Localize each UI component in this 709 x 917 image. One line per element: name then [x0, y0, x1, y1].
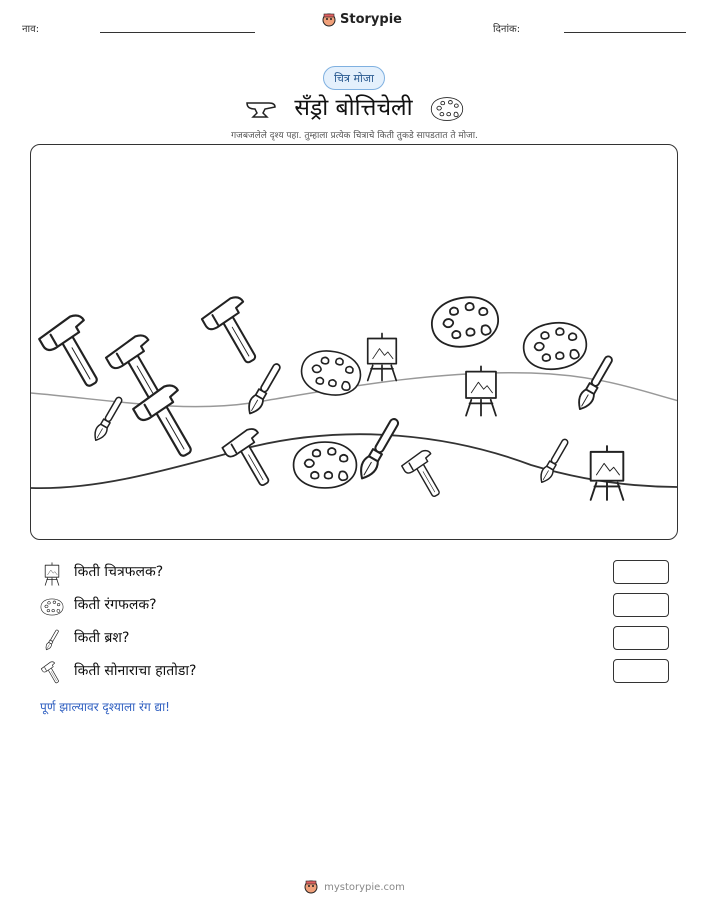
answer-box-brush[interactable] — [613, 626, 669, 650]
brush-icon — [36, 624, 69, 657]
answer-box-palette[interactable] — [613, 593, 669, 617]
scene-brush-3[interactable] — [356, 416, 403, 482]
question-text: किती चित्रफलक? — [74, 564, 164, 580]
scene-brush-5[interactable] — [537, 437, 571, 485]
site-footer — [0, 880, 709, 894]
date-label: दिनांक: — [493, 24, 521, 35]
site-url[interactable]: mystorypie.com — [324, 881, 405, 893]
coloring-note: पूर्ण झाल्यावर दृश्याला रंग द्या! — [40, 700, 170, 714]
question-brush — [40, 626, 670, 652]
question-palette — [40, 593, 670, 619]
easel-icon — [40, 562, 64, 586]
scene-palette-1[interactable] — [298, 347, 364, 400]
scene-easel-1[interactable] — [368, 333, 397, 380]
scene-hammer-4[interactable] — [131, 382, 208, 467]
brand-logo — [322, 12, 402, 27]
name-line[interactable] — [100, 32, 255, 33]
busy-scene — [30, 144, 678, 540]
scene-hammer-1[interactable] — [37, 312, 114, 397]
scene-brush-2[interactable] — [91, 395, 125, 443]
hammer-icon — [36, 657, 69, 690]
anvil-icon — [245, 97, 277, 121]
scene-easel-2[interactable] — [466, 366, 496, 415]
scene-palette-4[interactable] — [294, 442, 357, 488]
name-label: नाव: — [22, 24, 40, 35]
palette-icon — [40, 595, 64, 619]
question-text: किती सोनाराचा हातोडा? — [74, 663, 197, 679]
scene-brush-1[interactable] — [245, 361, 284, 416]
question-text: किती रंगफलक? — [74, 597, 157, 613]
worksheet-title — [0, 90, 709, 122]
scene-easel-3[interactable] — [591, 446, 624, 500]
date-line[interactable] — [564, 32, 686, 33]
answer-box-easel[interactable] — [613, 560, 669, 584]
scene-palette-2[interactable] — [428, 292, 502, 351]
scene-hammer-5[interactable] — [221, 426, 282, 494]
title-text: सँड्रो बोत्तिचेली — [294, 95, 413, 121]
question-easel — [40, 560, 670, 586]
worksheet-tag: चित्र मोजा — [323, 66, 385, 90]
scene-hammer-6[interactable] — [400, 448, 450, 503]
storypie-mascot-icon — [304, 880, 318, 894]
storypie-mascot-icon — [322, 13, 336, 27]
instructions: गजबजलेले दृश्य पहा. तुम्हाला प्रत्येक चित्राचे किती तुकडे सापडतात ते मोजा. — [231, 131, 478, 141]
palette-icon — [430, 96, 464, 122]
question-text: किती ब्रश? — [74, 630, 130, 646]
scene-hammer-3[interactable] — [200, 294, 271, 372]
brand-name: Storypie — [340, 12, 402, 27]
question-hammer — [40, 659, 670, 685]
scene-palette-3[interactable] — [521, 319, 590, 373]
answer-box-hammer[interactable] — [613, 659, 669, 683]
